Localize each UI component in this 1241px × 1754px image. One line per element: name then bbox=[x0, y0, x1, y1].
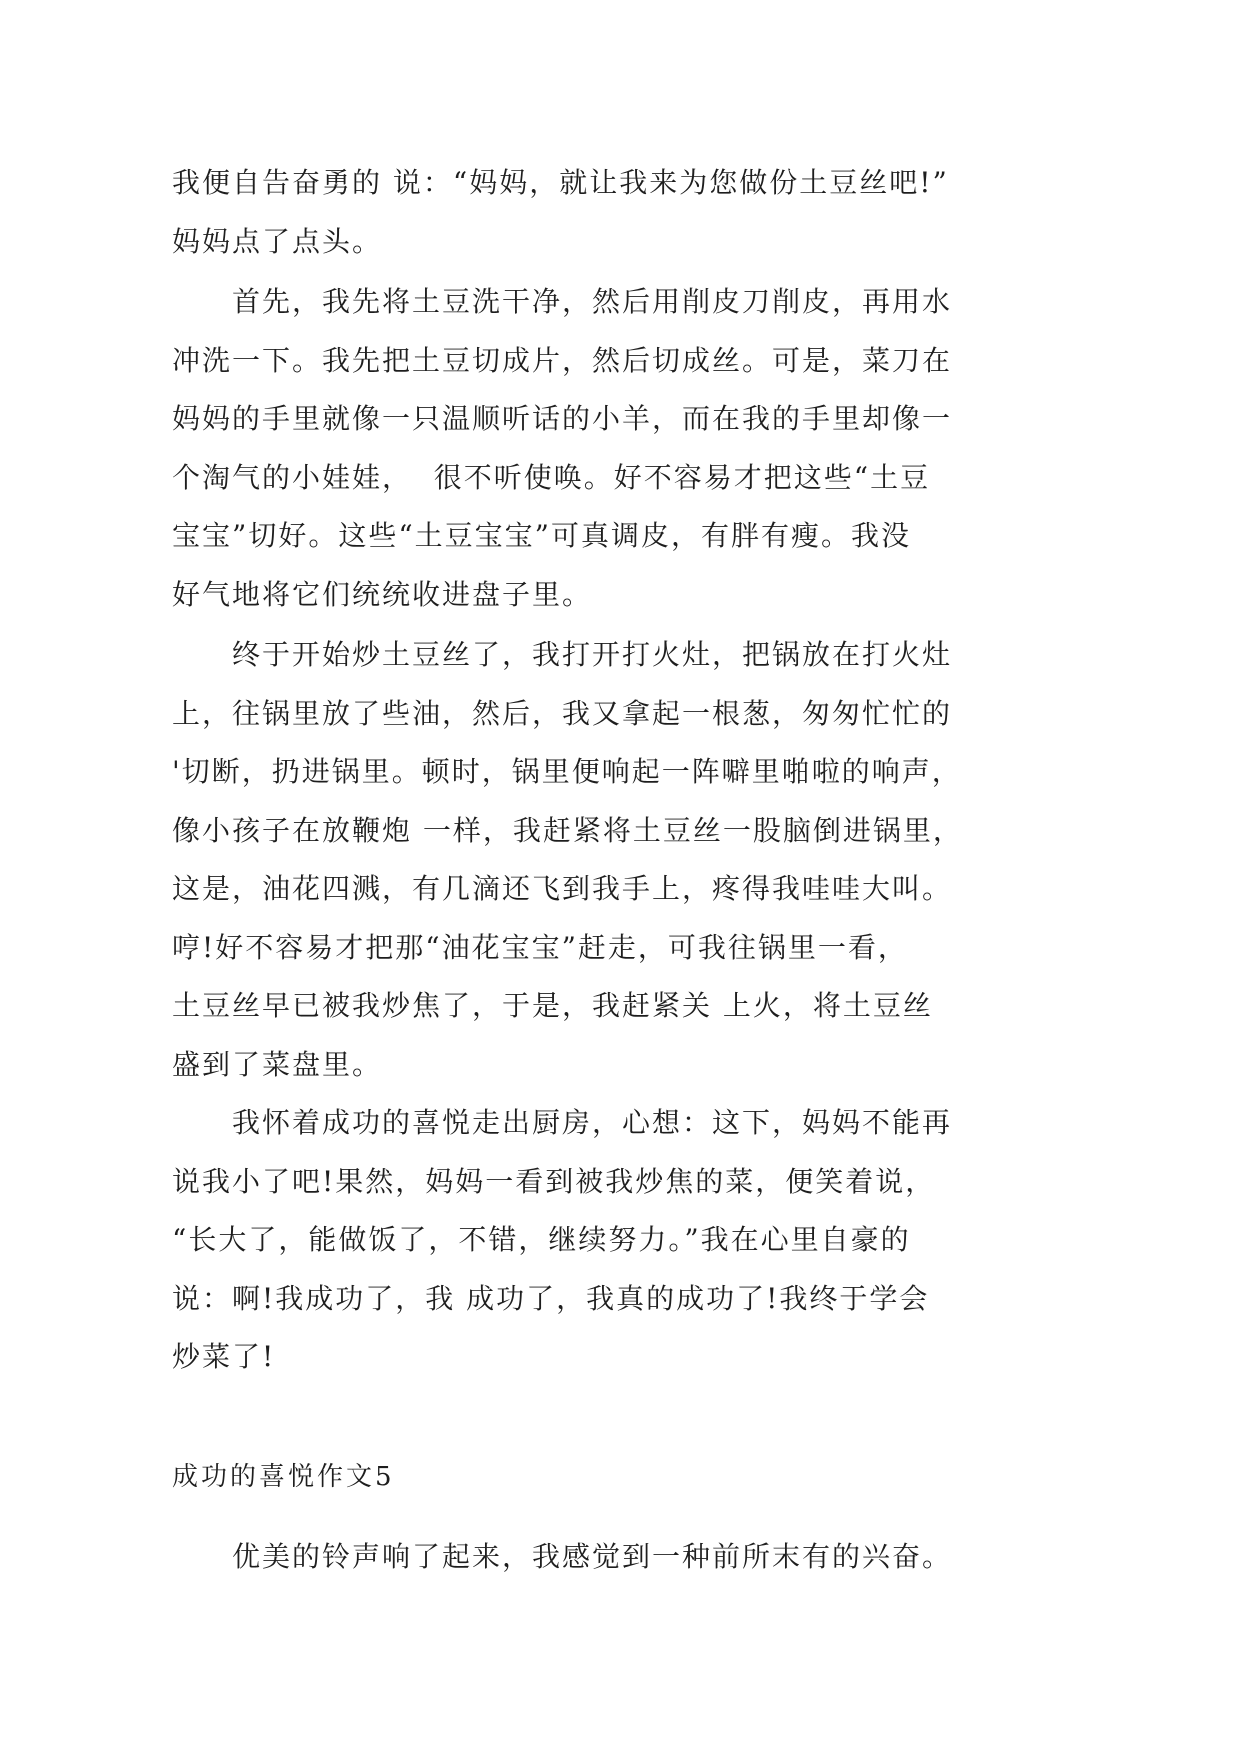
text-line: 说：啊!我成功了，我 成功了，我真的成功了!我终于学会 bbox=[172, 1281, 930, 1315]
text-line: 土豆丝早已被我炒焦了，于是，我赶紧关 上火，将土豆丝 bbox=[172, 989, 933, 1022]
text-line: 我怀着成功的喜悦走出厨房，心想：这下，妈妈不能再 bbox=[232, 1106, 953, 1139]
text-line: 好气地将它们统统收进盘子里。 bbox=[172, 577, 593, 611]
text-line: 说我小了吧!果然，妈妈一看到被我炒焦的菜，便笑着说， bbox=[172, 1164, 936, 1198]
text-line: 哼!好不容易才把那“油花宝宝”赶走，可我往锅里一看， bbox=[172, 930, 908, 964]
text-line: 我便自告奋勇的 说：“妈妈，就让我来为您做份土豆丝吧!” bbox=[172, 166, 949, 199]
paragraph bbox=[172, 1094, 1172, 1387]
text-line: '切断，扔进锅里。顿时，锅里便响起一阵噼里啪啦的响声， bbox=[172, 755, 962, 788]
text-line: 优美的铃声响了起来，我感觉到一种前所末有的兴奋。 bbox=[232, 1539, 953, 1573]
text-line: 首先，我先将土豆洗干净，然后用削皮刀削皮，再用水 bbox=[232, 285, 953, 318]
text-line: 妈妈点了点头。 bbox=[172, 224, 383, 258]
section-heading: 成功的喜悦作文5 bbox=[172, 1461, 395, 1492]
text-line: 像小孩子在放鞭炮 一样，我赶紧将土豆丝一股脑倒进锅里， bbox=[172, 813, 963, 847]
paragraph bbox=[172, 154, 1172, 271]
paragraph bbox=[172, 1528, 1172, 1587]
text-line: 这是，油花四溅，有几滴还飞到我手上，疼得我哇哇大叫。 bbox=[172, 872, 953, 905]
text-line: 盛到了菜盘里。 bbox=[172, 1047, 383, 1081]
text-line: “长大了，能做饭了，不错，继续努力。”我在心里自豪的 bbox=[172, 1223, 911, 1256]
text-line: 炒菜了! bbox=[172, 1340, 276, 1373]
paragraph bbox=[172, 273, 1172, 624]
paragraph bbox=[172, 626, 1172, 1094]
text-line: 个淘气的小娃娃， 很不听使唤。好不容易才把这些“土豆 bbox=[172, 460, 931, 494]
text-line: 冲洗一下。我先把土豆切成片，然后切成丝。可是，菜刀在 bbox=[172, 343, 953, 377]
text-line: 终于开始炒土豆丝了，我打开打火灶，把锅放在打火灶 bbox=[232, 638, 953, 671]
text-line: 上，往锅里放了些油，然后，我又拿起一根葱，匆匆忙忙的 bbox=[172, 696, 953, 730]
text-line: 宝宝”切好。这些“土豆宝宝”可真调皮，有胖有瘦。我没 bbox=[172, 519, 911, 552]
text-line: 妈妈的手里就像一只温顺听话的小羊，而在我的手里却像一 bbox=[172, 402, 953, 435]
document-page bbox=[172, 154, 1172, 1586]
